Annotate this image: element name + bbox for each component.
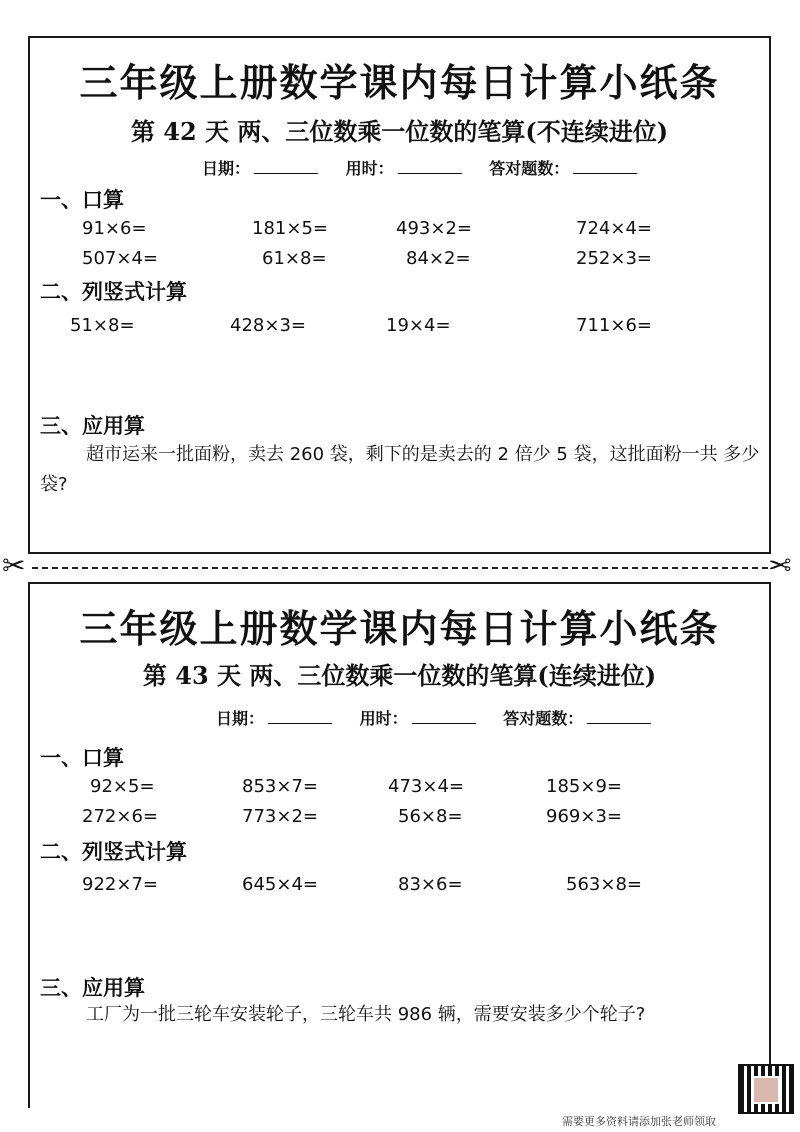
time-blank[interactable] [412,709,476,724]
scissors-icon: ✂ [768,549,792,582]
word-problem-text: 超市运来一批面粉，卖去 260 袋，剩下的是卖去的 2 倍少 5 袋，这批面粉一共 多少袋? [40,444,760,495]
oral-problem: 91×6= [82,218,147,239]
oral-problem: 507×4= [82,248,158,269]
date-label: 日期： [216,709,265,728]
section-word-heading: 三、应用算 [40,414,145,438]
time-field[interactable] [346,156,462,179]
oral-problem: 724×4= [576,218,652,239]
correct-count-blank[interactable] [573,159,637,174]
oral-problem: 84×2= [406,248,471,269]
date-field[interactable] [216,706,332,729]
time-field[interactable] [360,706,476,729]
vertical-problem: 922×7= [82,874,158,895]
date-label: 日期： [202,159,251,178]
correct-count-field[interactable] [503,706,651,729]
cut-line [32,567,768,569]
vertical-problem: 645×4= [242,874,318,895]
worksheet-title: 三年级上册数学课内每日计算小纸条 [79,61,720,105]
time-label: 用时： [345,159,394,178]
time-blank[interactable] [398,159,462,174]
section-oral-heading: 一、口算 [40,746,124,770]
oral-problem: 969×3= [546,806,622,827]
qr-center-avatar [752,1076,780,1104]
word-problem-text: 工厂为一批三轮车安装轮子，三轮车共 986 辆，需要安装多少个轮子? [86,1004,646,1025]
oral-problem: 185×9= [546,776,622,797]
info-line [202,156,659,179]
vertical-problem: 19×4= [386,315,451,336]
oral-problem: 773×2= [242,806,318,827]
vertical-problem: 83×6= [398,874,463,895]
worksheet-subtitle: 第 42 天 两、三位数乘一位数的笔算(不连续进位) [130,117,669,146]
oral-problem: 493×2= [396,218,472,239]
worksheet-day-42 [28,36,771,554]
section-vertical-heading: 二、列竖式计算 [40,840,187,864]
oral-problem: 56×8= [398,806,463,827]
vertical-problem: 563×8= [566,874,642,895]
vertical-problem: 711×6= [576,315,652,336]
date-field[interactable] [202,156,318,179]
oral-problem: 473×4= [388,776,464,797]
oral-problem: 272×6= [82,806,158,827]
oral-problem: 92×5= [90,776,155,797]
oral-problem: 181×5= [252,218,328,239]
correct-count-label: 答对题数： [503,709,584,728]
worksheet-subtitle: 第 43 天 两、三位数乘一位数的笔算(连续进位) [142,661,657,690]
section-vertical-heading: 二、列竖式计算 [40,280,187,304]
oral-problem: 61×8= [262,248,327,269]
correct-count-blank[interactable] [587,709,651,724]
scissors-icon: ✂ [2,549,26,582]
date-blank[interactable] [254,159,318,174]
section-word-heading: 三、应用算 [40,976,145,1000]
worksheet-title: 三年级上册数学课内每日计算小纸条 [79,607,720,651]
worksheet-day-43 [28,582,771,1108]
section-oral-heading: 一、口算 [40,188,124,212]
date-blank[interactable] [268,709,332,724]
time-label: 用时： [359,709,408,728]
vertical-problem: 428×3= [230,315,306,336]
info-line [216,706,673,729]
oral-problem: 252×3= [576,248,652,269]
correct-count-label: 答对题数： [489,159,570,178]
oral-problem: 853×7= [242,776,318,797]
footer-note: 需要更多资料请添加张老师领取 [562,1115,716,1128]
correct-count-field[interactable] [489,156,637,179]
vertical-problem: 51×8= [70,315,135,336]
